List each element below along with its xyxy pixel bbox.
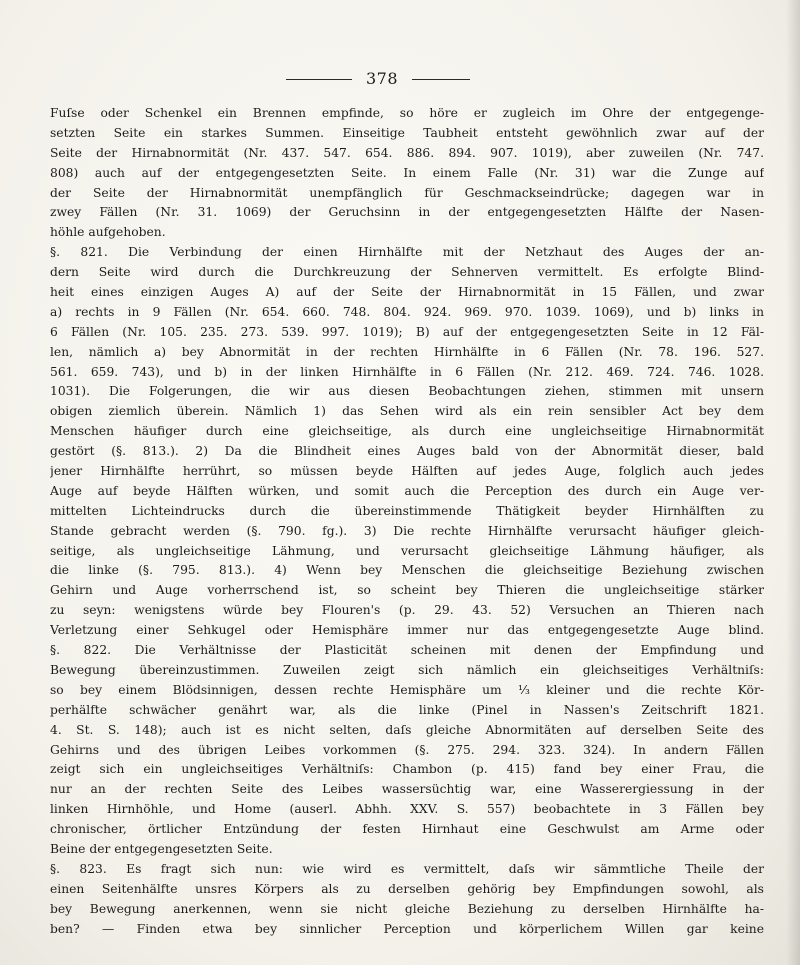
text-line: Seite der Hirnabnormität (Nr. 437. 547. 654. 886. 894. 907. 1019), aber zuweilen (Nr. 747. — [50, 145, 764, 160]
text-line: 6 Fällen (Nr. 105. 235. 273. 539. 997. 1019); B) auf der entgegengesetzten Seite in 12 Fäl- — [50, 324, 764, 339]
text-line: Auge auf beyde Hälften würken, und somit auch die Perception des durch ein Auge ver- — [50, 483, 764, 498]
text-line: §. 821. Die Verbindung der einen Hirnhälfte mit der Netzhaut des Auges der an- — [50, 245, 764, 260]
text-line: einen Seitenhälfte unsres Körpers als zu derselben gehörig bey Empfindungen sowohl, als — [50, 881, 764, 896]
text-line: linken Hirnhöhle, und Home (auserl. Abhh. XXV. S. 557) beobachtete in 3 Fällen bey — [50, 802, 764, 817]
text-line: bey Bewegung anerkennen, wenn sie nicht gleiche Beziehung zu derselben Hirnhälfte ha- — [50, 901, 764, 916]
text-line: 1031). Die Folgerungen, die wir aus diesen Beobachtungen ziehen, stimmen mit unsern — [50, 384, 764, 399]
text-line: Beine der entgegengesetzten Seite. — [50, 841, 273, 856]
text-line: seitige, als ungleichseitige Lähmung, und verursacht gleichseitige Lähmung häufiger, als — [50, 543, 764, 558]
body-text — [50, 104, 764, 939]
text-line: Gehirns und des übrigen Leibes vorkommen (§. 275. 294. 323. 324). In andern Fällen — [50, 742, 764, 757]
text-line: 561. 659. 743), und b) in der linken Hirnhälfte in 6 Fällen (Nr. 212. 469. 724. 746. 1028. — [50, 364, 764, 379]
text-line: ben? — Finden etwa bey sinnlicher Perception und körperlichem Willen gar keine — [50, 921, 764, 936]
page-edge-shadow — [786, 0, 800, 965]
header-rule-right — [412, 79, 470, 80]
text-line: Verletzung einer Sehkugel oder Hemisphäre immer nur das entgegengesetzte Auge blind. — [50, 623, 764, 638]
text-line: so bey einem Blödsinnigen, dessen rechte Hemisphäre um ⅓ kleiner und die rechte Kör- — [50, 682, 764, 697]
text-line: Bewegung übereinzustimmen. Zuweilen zeigt sich nämlich ein gleichseitiges Verhältniſs: — [50, 662, 764, 677]
text-line: jener Hirnhälfte herrührt, so müssen beyde Hälften auf jedes Auge, folglich auch jedes — [50, 464, 764, 479]
page-header — [0, 66, 800, 94]
text-line: höhle aufgehoben. — [50, 225, 166, 240]
text-line: Gehirn und Auge vorherrschend ist, so scheint bey Thieren die ungleichseitige stärker — [50, 583, 764, 598]
text-line: 808) auch auf der entgegengesetzten Seite. In einem Falle (Nr. 31) war die Zunge auf — [50, 165, 764, 180]
text-line: mittelten Lichteindrucks durch die übereinstimmende Thätigkeit beyder Hirnhälften zu — [50, 503, 764, 518]
text-line: Fuſse oder Schenkel ein Brennen empfinde, so höre er zugleich im Ohre der entgegenge- — [50, 106, 764, 120]
page-number: 378 — [365, 69, 399, 88]
text-line: Menschen häufiger durch eine gleichseitige, als durch eine ungleichseitige Hirnabnormität — [50, 424, 764, 439]
text-line: gestört (§. 813.). 2) Da die Blindheit eines Auges bald von der Abnormität dieser, bald — [50, 444, 764, 459]
text-line: heit eines einzigen Auges A) auf der Seite der Hirnabnormität in 15 Fällen, und zwar — [50, 285, 764, 300]
text-line: a) rechts in 9 Fällen (Nr. 654. 660. 748. 804. 924. 969. 970. 1039. 1069), und b) links in — [50, 304, 764, 319]
text-line: §. 823. Es fragt sich nun: wie wird es vermittelt, daſs wir sämmtliche Theile der — [50, 861, 764, 876]
text-line: der Seite der Hirnabnormität unempfänglich für Geschmackseindrücke; dagegen war in — [50, 185, 764, 200]
text-line: zu seyn: wenigstens würde bey Flouren's (p. 29. 43. 52) Versuchen an Thieren nach — [50, 603, 764, 618]
text-line: perhälfte schwächer genährt war, als die linke (Pinel in Nassen's Zeitschrift 1821. — [50, 702, 764, 717]
text-line: setzten Seite ein starkes Summen. Einseitige Taubheit entsteht gewöhnlich zwar auf der — [50, 125, 764, 140]
text-line: die linke (§. 795. 813.). 4) Wenn bey Menschen die gleichseitige Beziehung zwischen — [50, 563, 764, 578]
text-line: zwey Fällen (Nr. 31. 1069) der Geruchsinn in der entgegengesetzten Hälfte der Nasen- — [50, 205, 764, 220]
text-line: len, nämlich a) bey Abnormität in der rechten Hirnhälfte in 6 Fällen (Nr. 78. 196. 527. — [50, 344, 764, 359]
header-rule-left — [286, 79, 352, 80]
text-line: dern Seite wird durch die Durchkreuzung der Sehnerven vermittelt. Es erfolgte Blind- — [50, 265, 764, 280]
text-line: zeigt sich ein ungleichseitiges Verhältniſs: Chambon (p. 415) fand bey einer Frau, die — [50, 762, 764, 777]
text-line: §. 822. Die Verhältnisse der Plasticität scheinen mit denen der Empfindung und — [50, 643, 764, 658]
text-line: nur an der rechten Seite des Leibes wassersüchtig war, eine Wasserergiessung in der — [50, 782, 764, 797]
text-line: obigen ziemlich überein. Nämlich 1) das Sehen wird als ein rein sensibler Act bey dem — [50, 404, 764, 419]
text-line: 4. St. S. 148); auch ist es nicht selten, daſs gleiche Abnormitäten auf derselben Seite des — [50, 722, 764, 737]
text-line: chronischer, örtlicher Entzündung der festen Hirnhaut eine Geschwulst am Arme oder — [50, 822, 764, 837]
text-line: Stande gebracht werden (§. 790. fg.). 3) Die rechte Hirnhälfte verursacht häufiger gleich- — [50, 523, 764, 538]
